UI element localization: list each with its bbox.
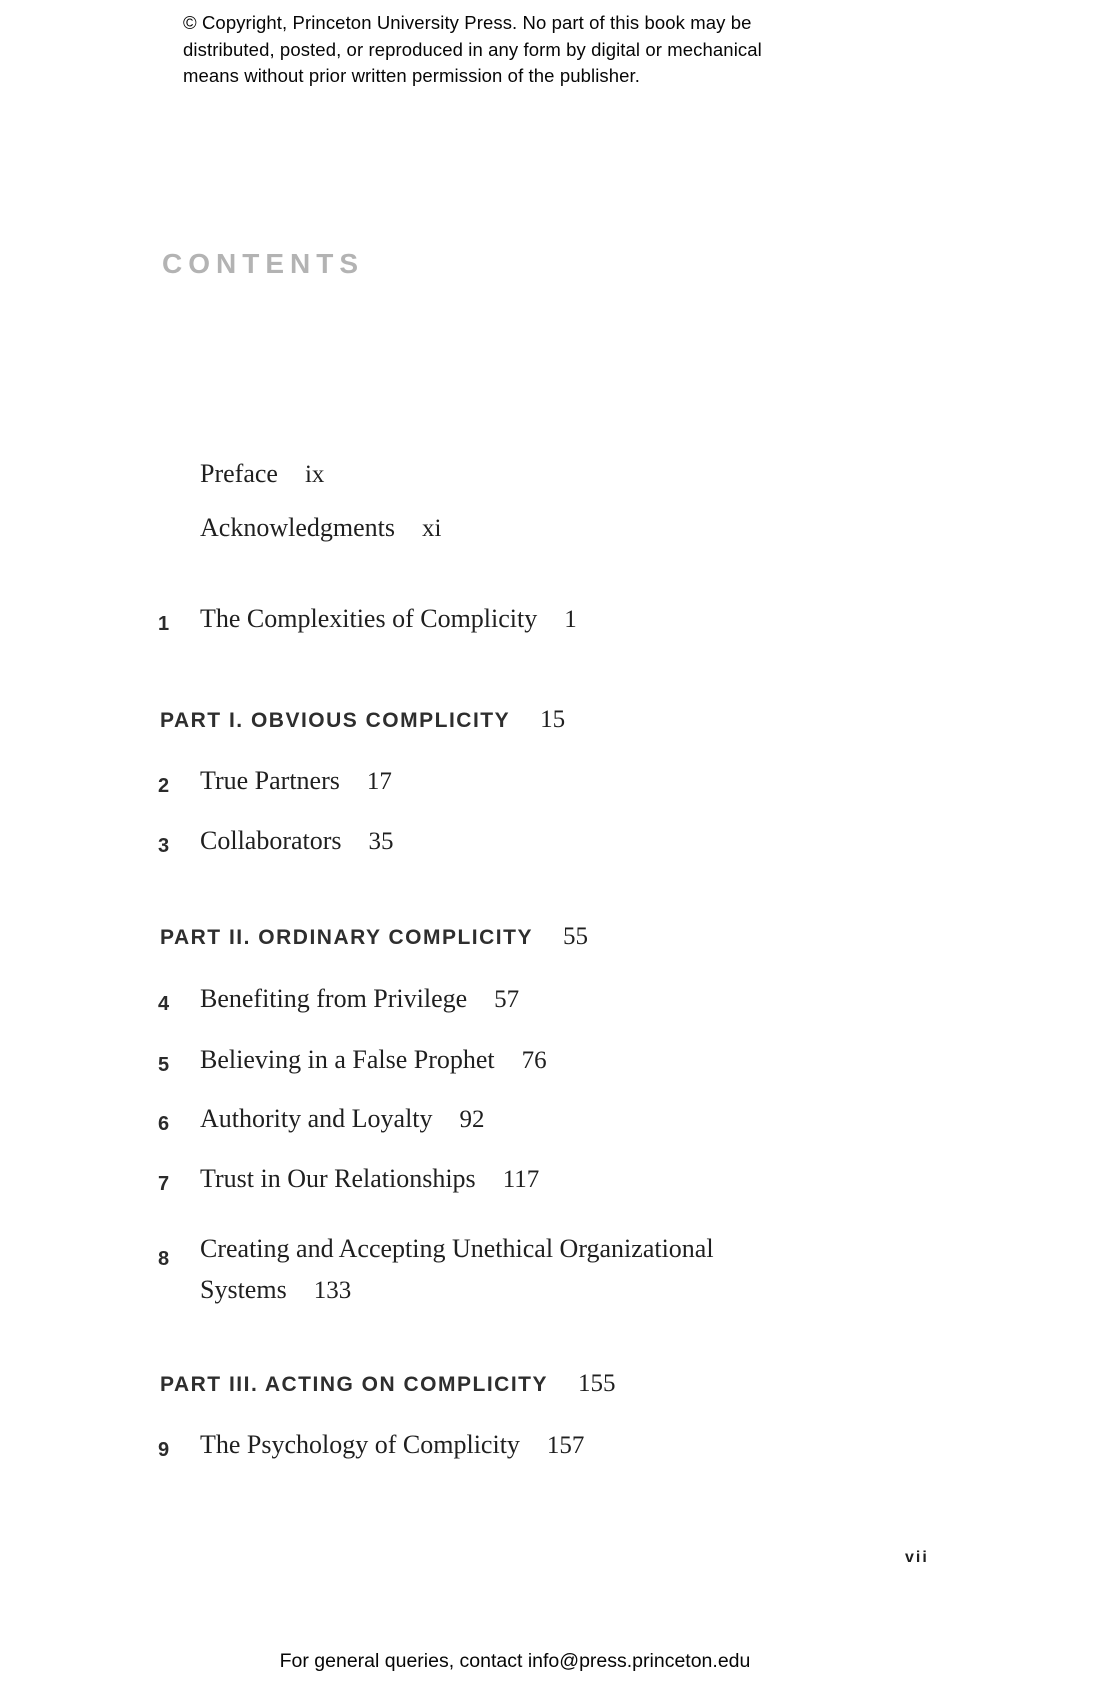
folio-page-number: vii (905, 1549, 929, 1566)
entry-title: Creating and Accepting Unethical Organizational Systems (200, 1234, 714, 1304)
page-number: 133 (313, 1277, 352, 1304)
toc-row-chapter-1 (158, 604, 577, 635)
chapter-number: 2 (158, 775, 170, 797)
footer-contact: For general queries, contact info@press.princeton.edu (279, 1650, 751, 1672)
chapter-number: 3 (158, 835, 170, 857)
chapter-number: 7 (158, 1173, 170, 1195)
page-number: 17 (366, 768, 392, 795)
chapter-number: 4 (158, 993, 170, 1015)
toc-row-chapter-2 (158, 766, 392, 797)
entry-title: Believing in a False Prophet (200, 1045, 495, 1074)
page-number: 55 (562, 923, 588, 950)
entry-title: Acknowledgments (200, 513, 395, 542)
toc-row-chapter-9 (158, 1430, 585, 1461)
page-number: 76 (521, 1047, 547, 1074)
page-number: 35 (368, 828, 394, 855)
entry-title: Collaborators (200, 826, 342, 855)
page-number: ix (304, 461, 325, 488)
page-title: CONTENTS (162, 248, 364, 279)
toc-part-heading-2 (160, 924, 588, 950)
entry-title: Authority and Loyalty (200, 1104, 433, 1133)
page-number: 117 (502, 1166, 540, 1193)
toc-row-chapter-5 (158, 1045, 547, 1076)
copyright-line: © Copyright, Princeton University Press. No part of this book may be (183, 12, 752, 33)
toc-row-chapter-6 (158, 1104, 485, 1135)
toc-part-heading-1 (160, 707, 565, 733)
toc-part-heading-3 (160, 1371, 616, 1397)
entry-title: Trust in Our Relationships (200, 1164, 476, 1193)
page-number: xi (421, 515, 442, 542)
toc-row-chapter-8 (158, 1228, 820, 1311)
chapter-number: 5 (158, 1054, 170, 1076)
copyright-line: distributed, posted, or reproduced in any form by digital or mechanical (183, 38, 762, 60)
part-label: PART III. ACTING ON COMPLICITY (160, 1373, 548, 1396)
entry-title: Preface (200, 459, 278, 488)
toc-row-chapter-4 (158, 984, 520, 1015)
part-label: PART I. OBVIOUS COMPLICITY (160, 709, 511, 732)
chapter-number: 6 (158, 1113, 170, 1135)
page-number: 15 (540, 706, 566, 733)
part-label: PART II. ORDINARY COMPLICITY (160, 926, 533, 949)
toc-row-preface (200, 459, 324, 490)
page-number: 155 (578, 1370, 616, 1397)
entry-title: Benefiting from Privilege (200, 984, 468, 1013)
entry-title: True Partners (200, 766, 340, 795)
entry-title: The Complexities of Complicity (200, 604, 538, 633)
copyright-line: means without prior written permission of the publisher. (183, 65, 641, 86)
page-number: 57 (494, 986, 520, 1013)
toc-row-acknowledgments (200, 513, 441, 544)
page-number: 1 (564, 606, 577, 633)
entry-title: The Psychology of Complicity (200, 1430, 520, 1459)
copyright-notice (183, 10, 762, 90)
page-number: 157 (546, 1432, 585, 1459)
chapter-number: 8 (158, 1248, 170, 1270)
toc-row-chapter-7 (158, 1164, 540, 1195)
page-number: 92 (459, 1106, 485, 1133)
chapter-number: 1 (158, 613, 170, 635)
toc-row-chapter-3 (158, 826, 394, 857)
chapter-number: 9 (158, 1439, 170, 1461)
